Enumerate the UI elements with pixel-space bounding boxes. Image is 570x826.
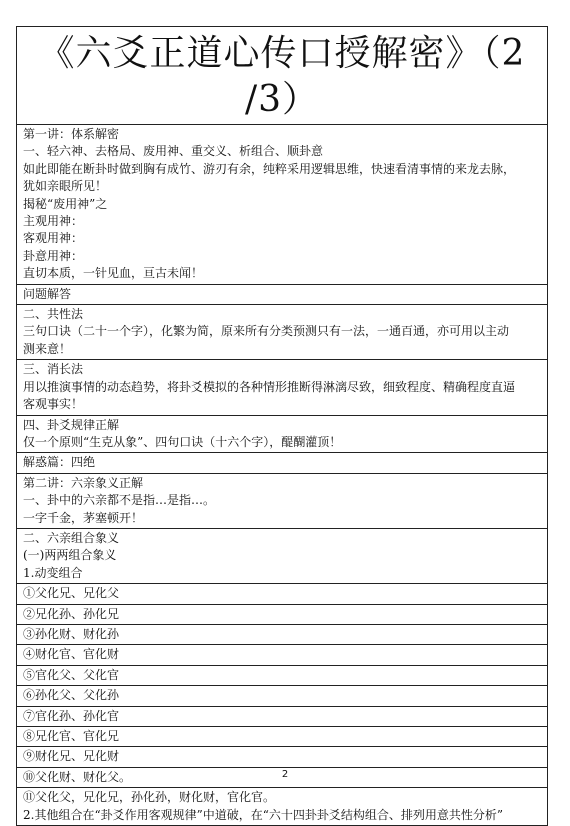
content-row (16, 686, 548, 706)
text-line: ①父化兄、兄化父 (23, 586, 120, 601)
text-line: ⑤官化父、父化官 (23, 667, 120, 682)
title-line-1: 《六爻正道心传口授解密》（2 (38, 33, 526, 74)
text-line: 2.其他组合在“卦爻作用客观规律”中道破，在“六十四卦卦爻结构组合、排列用意共性分析” (23, 807, 503, 822)
text-line: 如此即能在断卦时做到胸有成竹、游刃有余，纯粹采用逻辑思维，快速看清事情的来龙去脉， (23, 161, 516, 176)
text-line: 直切本质，一针见血，亘古未闻！ (23, 266, 204, 281)
content-row (16, 285, 548, 305)
text-line: ⑥孙化父、父化孙 (23, 688, 120, 703)
text-line: 第一讲：体系解密 (23, 127, 120, 141)
content-row (16, 645, 548, 665)
content-table (16, 125, 548, 826)
text-line: 解惑篇：四绝 (23, 455, 96, 470)
text-line: 揭秘“废用神”之 (23, 196, 108, 211)
text-line: 问题解答 (23, 286, 72, 301)
text-line: 仅一个原则“生克从象”、四句口诀（十六个字），醍醐灌顶！ (23, 434, 342, 449)
title-line-2: /3） (244, 79, 320, 120)
text-line: 测来意！ (23, 341, 72, 356)
content-row (16, 605, 548, 625)
text-line: ⑪父化父，兄化兄，孙化孙，财化财，官化官。 (23, 790, 276, 805)
text-line: ②兄化孙、孙化兄 (23, 606, 120, 621)
text-line: 犹如亲眼所见！ (23, 179, 108, 194)
text-line: 第二讲：六亲象义正解 (23, 475, 144, 490)
content-row (16, 707, 548, 727)
content-row (16, 666, 548, 686)
text-line: 一字千金，茅塞顿开！ (23, 510, 144, 525)
text-line: 四、卦爻规律正解 (23, 417, 120, 432)
text-line: 三句口诀（二十一个字），化繁为简，原来所有分类预测只有一法，一通百通，亦可用以主动 (23, 324, 510, 339)
content-row (16, 747, 548, 767)
text-line: ⑨财化兄、兄化财 (23, 749, 120, 764)
text-line: 卦意用神： (23, 248, 84, 263)
text-line: 二、六亲组合象义 (23, 530, 120, 545)
content-row (16, 416, 548, 454)
content-row (16, 474, 548, 529)
text-line: 一、卦中的六亲都不是指…是指…。 (23, 493, 216, 508)
content-row (16, 125, 548, 285)
text-line: 客观用神： (23, 231, 84, 246)
content-row (16, 625, 548, 645)
content-row (16, 584, 548, 604)
page-number: 2 (281, 769, 289, 780)
text-line: 一、轻六神、去格局、废用神、重交义、析组合、顺卦意 (23, 144, 324, 159)
text-line: ④财化官、官化财 (23, 647, 120, 662)
text-line: 三、消长法 (23, 362, 84, 377)
text-line: 用以推演事情的动态趋势，将卦爻模拟的各种情形推断得淋漓尽致，细致程度、精确程度直逼 (23, 379, 516, 394)
document-page (16, 26, 548, 826)
document-title (16, 26, 548, 125)
content-row (16, 360, 548, 415)
content-row (16, 529, 548, 584)
content-row (16, 727, 548, 747)
text-line: ⑩父化财、财化父。 (23, 769, 132, 784)
content-row (16, 305, 548, 360)
text-line: ⑦官化孙、孙化官 (23, 708, 120, 723)
text-line: (一)两两组合象义 (23, 548, 117, 563)
text-line: ③孙化财、财化孙 (23, 626, 120, 641)
text-line: 二、共性法 (23, 307, 84, 322)
content-row (16, 453, 548, 473)
text-line: ⑧兄化官、官化兄 (23, 729, 120, 743)
text-line: 客观事实！ (23, 397, 84, 412)
text-line: 1.动变组合 (23, 565, 83, 580)
text-line: 主观用神： (23, 214, 84, 229)
